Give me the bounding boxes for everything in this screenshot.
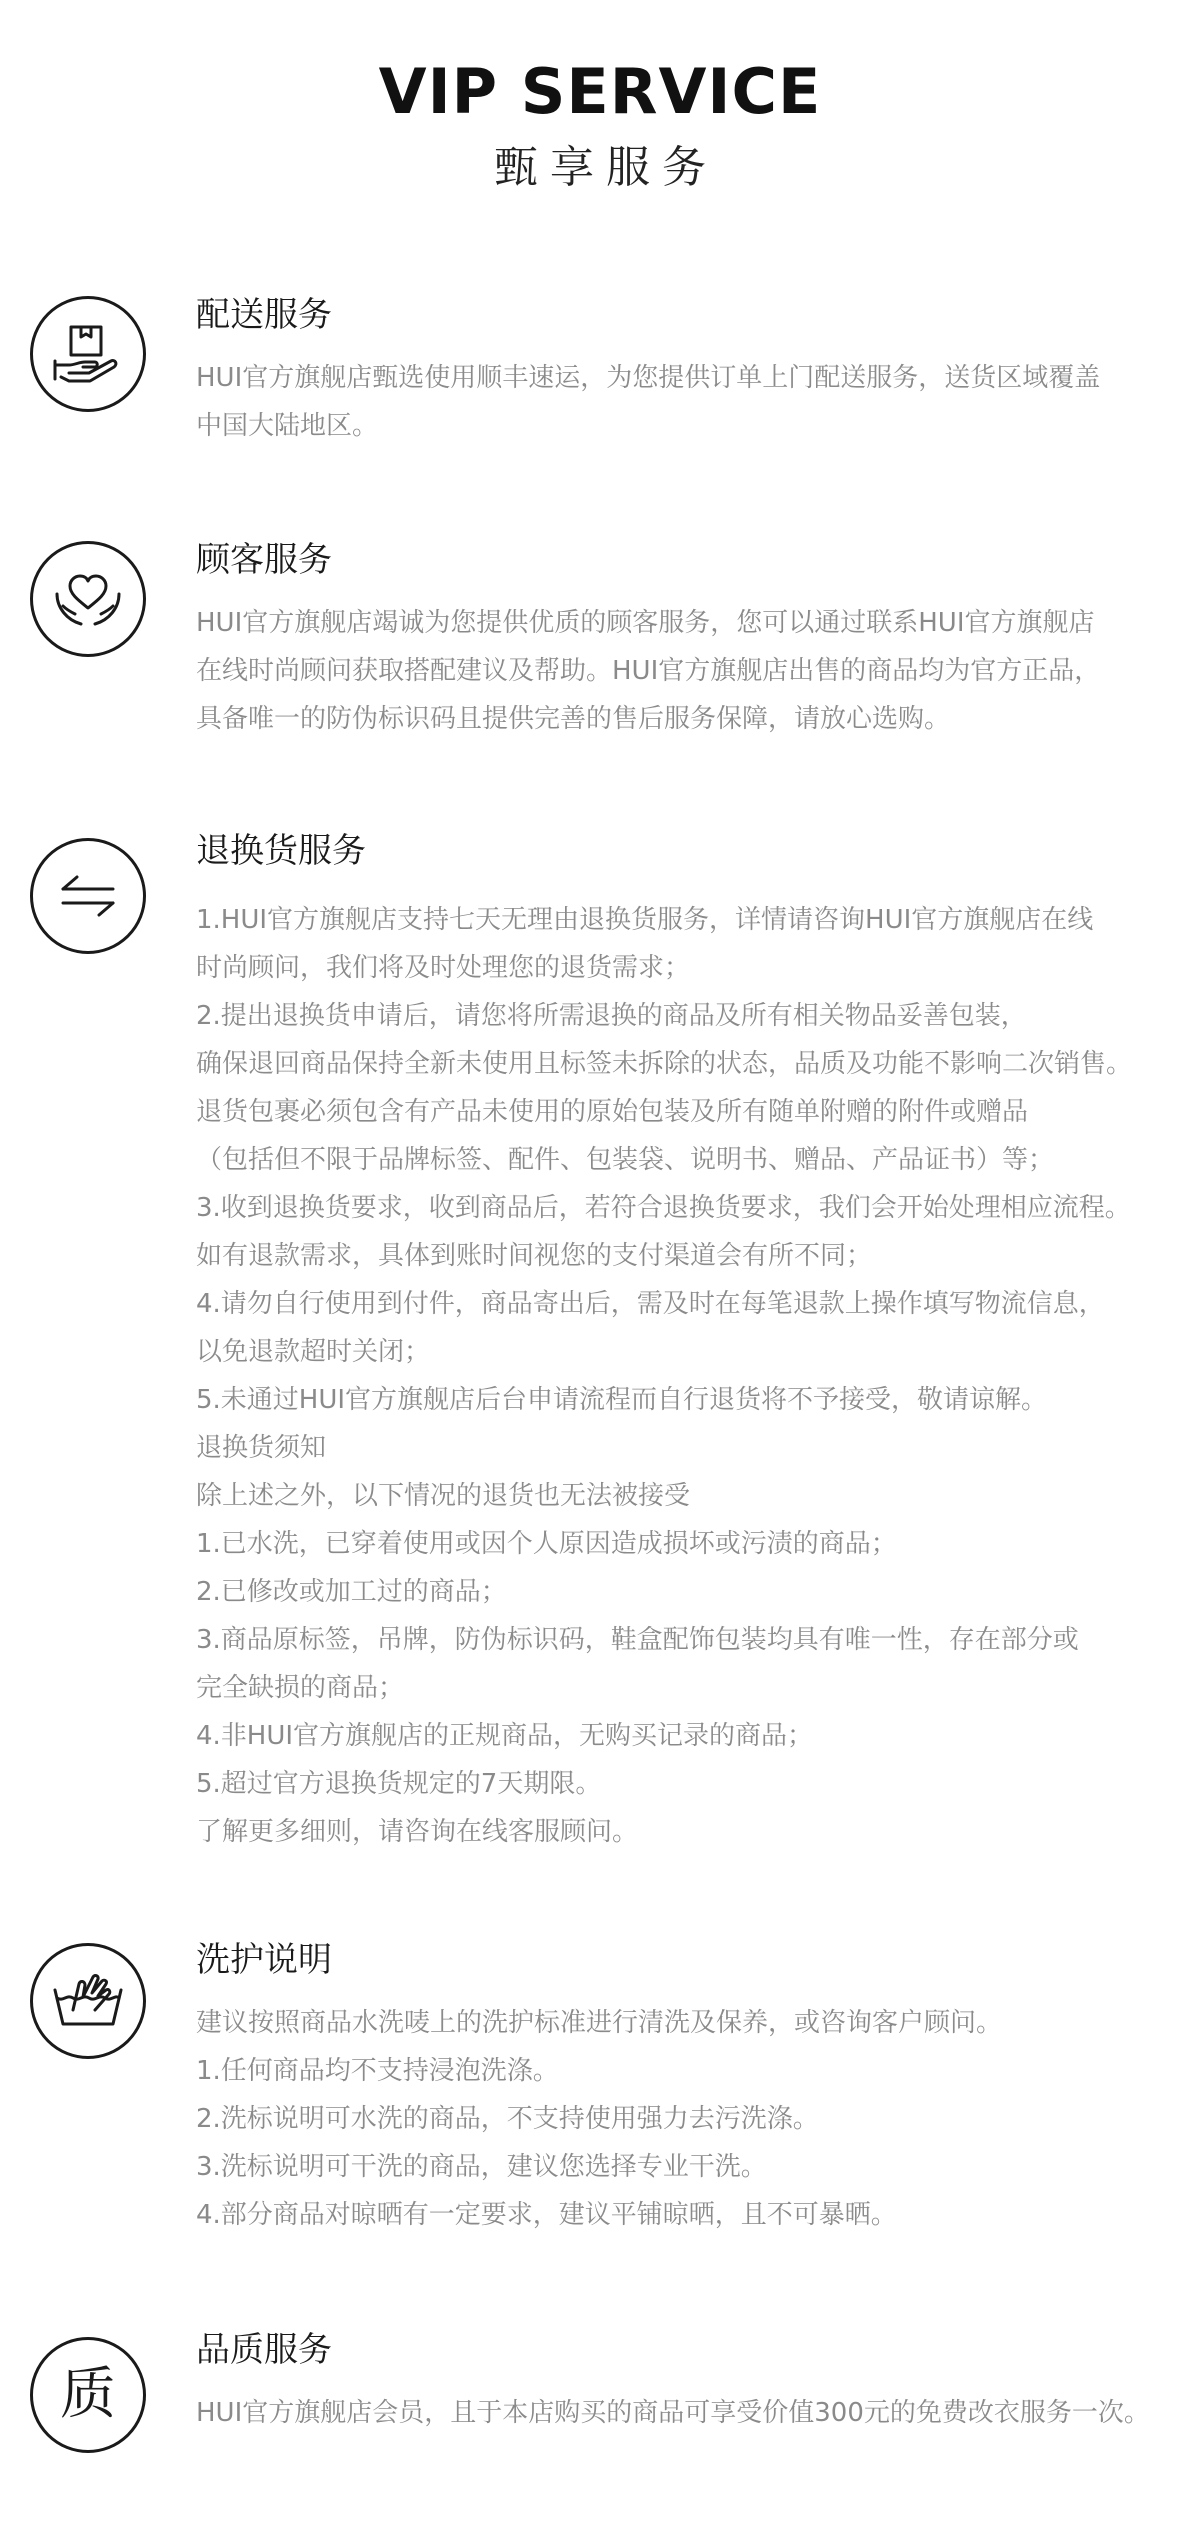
body-line: 2.已修改或加工过的商品； (196, 1577, 507, 1607)
body-line: 完全缺损的商品； (196, 1673, 405, 1703)
hands-heart-icon (30, 541, 146, 657)
body-line: 1.已水洗，已穿着使用或因个人原因造成损坏或污渍的商品； (196, 1529, 897, 1559)
section-title: 顾客服务 (196, 540, 332, 580)
body-line: 除上述之外，以下情况的退货也无法被接受 (196, 1481, 691, 1511)
quality-glyph: 质 (60, 2362, 116, 2427)
section-title: 洗护说明 (196, 1940, 332, 1980)
hand-wash-icon (30, 1943, 146, 2059)
body-line: 以免退款超时关闭； (196, 1337, 431, 1367)
body-line: 2.提出退换货申请后，请您将所需退换的商品及所有相关物品妥善包装， (196, 1001, 1027, 1031)
section-title: 退换货服务 (196, 831, 366, 871)
section-body (196, 599, 1196, 743)
exchange-arrows-icon (30, 838, 146, 954)
body-line: 4.请勿自行使用到付件，商品寄出后，需及时在每笔退款上操作填写物流信息， (196, 1289, 1105, 1319)
body-line: HUI官方旗舰店竭诚为您提供优质的顾客服务，您可以通过联系HUI官方旗舰店 (196, 608, 1095, 638)
page-title: VIP SERVICE (378, 55, 822, 128)
body-line: 3.洗标说明可干洗的商品，建议您选择专业干洗。 (196, 2152, 767, 2182)
body-line: （包括但不限于品牌标签、配件、包装袋、说明书、赠品、产品证书）等； (196, 1145, 1055, 1175)
body-line: 退货包裹必须包含有产品未使用的原始包装及所有随单附赠的附件或赠品 (196, 1097, 1029, 1127)
section-body (196, 2389, 1196, 2437)
body-line: 2.洗标说明可水洗的商品，不支持使用强力去污洗涤。 (196, 2104, 819, 2134)
hand-box-icon (30, 296, 146, 412)
body-line: HUI官方旗舰店会员，且于本店购买的商品可享受价值300元的免费改衣服务一次。 (196, 2398, 1150, 2428)
body-line: 1.任何商品均不支持浸泡洗涤。 (196, 2056, 559, 2086)
body-line: 5.超过官方退换货规定的7天期限。 (196, 1769, 602, 1799)
page-header (0, 52, 1200, 198)
body-line: 中国大陆地区。 (196, 411, 379, 441)
page-subtitle: 甄享服务 (494, 142, 718, 193)
body-line: 具备唯一的防伪标识码且提供完善的售后服务保障，请放心选购。 (196, 704, 951, 734)
body-line: 在线时尚顾问获取搭配建议及帮助。HUI官方旗舰店出售的商品均为官方正品， (196, 656, 1101, 686)
body-line: 3.收到退换货要求，收到商品后，若符合退换货要求，我们会开始处理相应流程。 (196, 1193, 1131, 1223)
section-title: 品质服务 (196, 2330, 332, 2370)
body-line: 1.HUI官方旗舰店支持七天无理由退换货服务，详情请咨询HUI官方旗舰店在线 (196, 905, 1094, 935)
body-line: 4.部分商品对晾晒有一定要求，建议平铺晾晒，且不可暴晒。 (196, 2200, 897, 2230)
body-line: 建议按照商品水洗唛上的洗护标准进行清洗及保养，或咨询客户顾问。 (196, 2008, 1003, 2038)
section-body (196, 354, 1196, 450)
body-line: 退换货须知 (196, 1433, 327, 1463)
body-line: HUI官方旗舰店甄选使用顺丰速运，为您提供订单上门配送服务，送货区域覆盖 (196, 363, 1101, 393)
body-line: 如有退款需求，具体到账时间视您的支付渠道会有所不同； (196, 1241, 873, 1271)
body-line: 了解更多细则，请咨询在线客服顾问。 (196, 1817, 639, 1847)
body-line: 4.非HUI官方旗舰店的正规商品，无购买记录的商品； (196, 1721, 814, 1751)
body-line: 5.未通过HUI官方旗舰店后台申请流程而自行退货将不予接受，敬请谅解。 (196, 1385, 1048, 1415)
quality-icon (30, 2337, 146, 2453)
section-title: 配送服务 (196, 295, 332, 335)
body-line: 时尚顾问，我们将及时处理您的退货需求； (196, 953, 691, 983)
section-body (196, 1999, 1196, 2239)
body-line: 确保退回商品保持全新未使用且标签未拆除的状态，品质及功能不影响二次销售。 (196, 1049, 1133, 1079)
section-body (196, 896, 1196, 1856)
body-line: 3.商品原标签，吊牌，防伪标识码，鞋盒配饰包装均具有唯一性，存在部分或 (196, 1625, 1079, 1655)
